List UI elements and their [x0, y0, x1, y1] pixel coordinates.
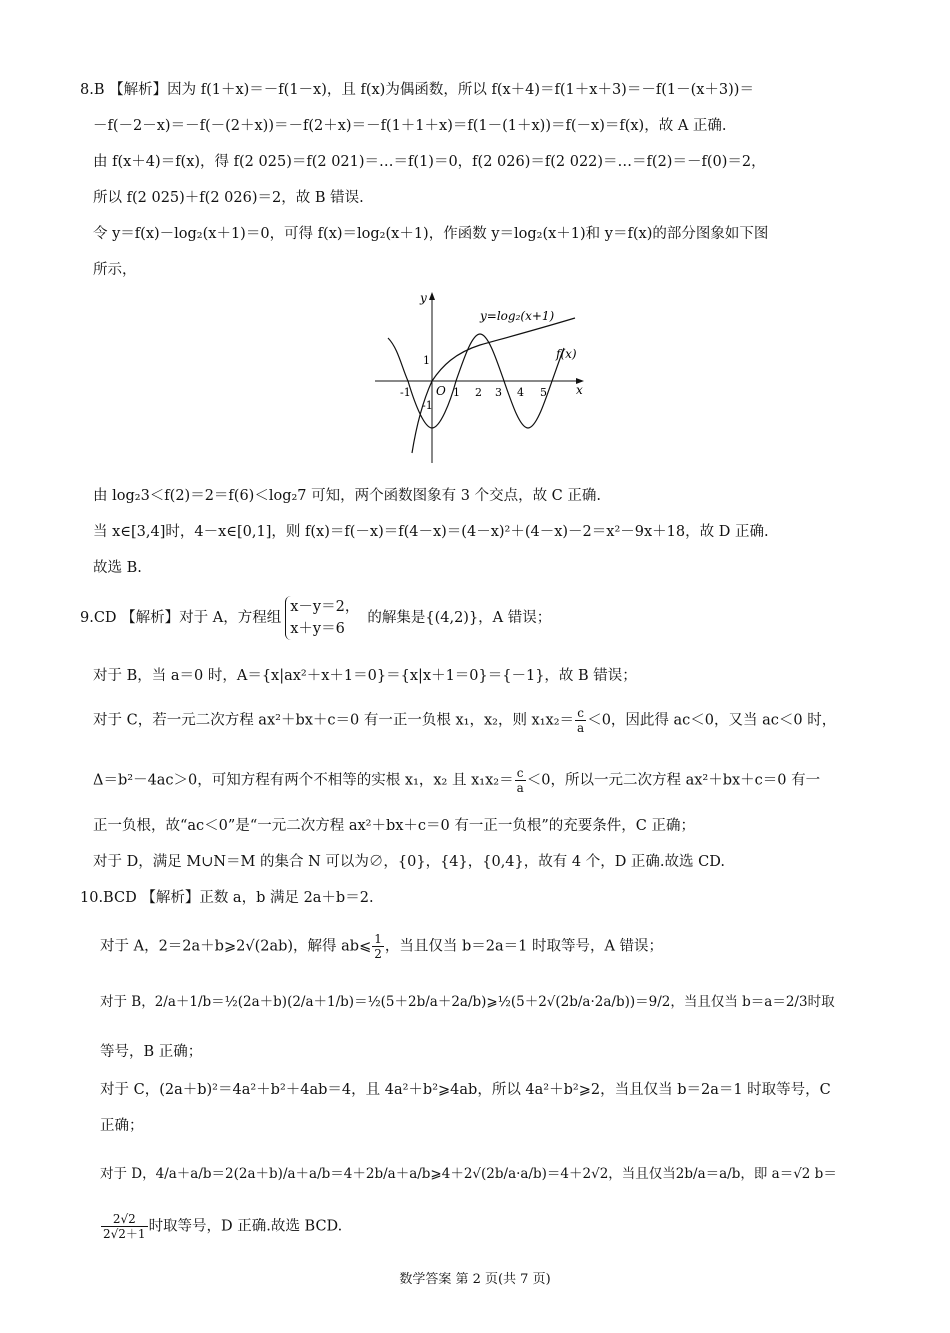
fraction-den: 2√2＋1: [103, 1227, 146, 1241]
y-tick-neg1: -1: [422, 399, 433, 412]
fraction-c-over-a: [575, 706, 586, 735]
q9-c1-text-a: 对于 C，若一元二次方程 ax²＋bx＋c＝0 有一正一负根 x₁，x₂，则 x₁x₂＝: [93, 712, 575, 729]
x-axis-label: x: [576, 383, 583, 397]
q9-suffix: 的解集是{(4,2)}，A 错误；: [367, 610, 552, 626]
q8-line-5: 令 y＝f(x)－log₂(x＋1)＝0，可得 f(x)＝log₂(x＋1)，作函数 y＝log₂(x＋1)和 y＝f(x)的部分图象如下图: [93, 226, 769, 242]
q8-line-6: 所示，: [93, 262, 137, 278]
fraction-num: 1: [374, 932, 382, 946]
fraction-num: c: [515, 766, 526, 781]
q8-line-2: －f(－2－x)＝－f(－(2＋x))＝－f(2＋x)＝－f(1＋1＋x)＝f(1－(1＋x))＝f(－x)＝f(x)，故 A 正确.: [93, 118, 727, 134]
q8-line-3: 由 f(x＋4)＝f(x)，得 f(2 025)＝f(2 021)＝…＝f(1)＝0，f(2 026)＝f(2 022)＝…＝f(2)＝－f(0)＝2，: [93, 154, 766, 170]
fraction-num: c: [575, 706, 586, 721]
q9-line-c1: [93, 706, 836, 735]
q8-line-7: 由 log₂3＜f(2)＝2＝f(6)＜log₂7 可知，两个函数图象有 3 个交点，故 C 正确.: [93, 488, 601, 504]
fraction-den: a: [577, 721, 585, 735]
y-tick-1: 1: [423, 354, 430, 367]
q9-line-d: 对于 D，满足 M∪N＝M 的集合 N 可以为∅，{0}，{4}，{0,4}，故有 4 个，D 正确.故选 CD.: [93, 854, 725, 870]
equation-system: [285, 596, 363, 640]
q10-line-0: 10.BCD 【解析】正数 a，b 满足 2a＋b＝2.: [80, 890, 374, 906]
q10-a-text-b: ，当且仅当 b＝2a＝1 时取等号，A 错误；: [384, 938, 664, 955]
fraction-num: 2√2: [101, 1212, 148, 1227]
y-axis-label: y: [420, 291, 427, 305]
q9-c1-text-b: ＜0，因此得 ac＜0，又当 ac＜0 时，: [587, 712, 837, 729]
function-graph: [370, 288, 590, 468]
page-footer: 数学答案 第 2 页(共 7 页): [399, 1272, 551, 1287]
q10-line-c2: 正确；: [100, 1118, 144, 1134]
q8-line-1: 8.B 【解析】因为 f(1＋x)＝－f(1－x)，且 f(x)为偶函数，所以 f(x＋4)＝f(1＋x＋3)＝－f(1－(x＋3))＝: [80, 82, 754, 98]
fraction-den: 2: [374, 947, 382, 961]
q10-line-b: 对于 B，2/a＋1/b＝½(2a＋b)(2/a＋1/b)＝½(5＋2b/a＋2a/b)⩾½(5＋2√(2b/a·2a/b))＝9/2，当且仅当 b＝a＝2/3时取: [100, 994, 835, 1010]
fx-curve-label: f(x): [556, 347, 577, 361]
tick-1: 1: [453, 386, 460, 399]
fraction-d-result: [101, 1212, 148, 1241]
tick-4: 4: [517, 386, 524, 399]
q10-line-b2: 等号，B 正确；: [100, 1044, 203, 1060]
fraction-c-over-a-2: [515, 766, 526, 795]
q9-line-a: [80, 596, 551, 640]
tick-5: 5: [540, 386, 547, 399]
fraction-half: [372, 932, 384, 961]
equation-2: x＋y＝6: [290, 621, 345, 637]
q10-line-c: 对于 C，(2a＋b)²＝4a²＋b²＋4ab＝4，且 4a²＋b²⩾4ab，所以 4a²＋b²⩾2，当且仅当 b＝2a＝1 时取等号，C: [100, 1082, 831, 1098]
tick-neg1: -1: [400, 386, 411, 399]
q10-d2-text: 时取等号，D 正确.故选 BCD.: [148, 1218, 343, 1235]
q10-a-text-a: 对于 A，2＝2a＋b⩾2√(2ab)，解得 ab⩽: [100, 938, 372, 955]
origin-label: O: [436, 384, 446, 398]
q8-line-4: 所以 f(2 025)＋f(2 026)＝2，故 B 错误.: [93, 190, 364, 206]
q9-c2-text-b: ＜0，所以一元二次方程 ax²＋bx＋c＝0 有一: [526, 772, 821, 789]
q9-line-c2: [93, 766, 820, 795]
q9-line-c3: 正一负根，故“ac＜0”是“一元二次方程 ax²＋bx＋c＝0 有一正一负根”的充要条件，C 正确；: [93, 818, 696, 834]
q10-line-a: [100, 932, 663, 961]
tick-3: 3: [495, 386, 502, 399]
fraction-den: a: [516, 781, 524, 795]
q10-line-d: 对于 D，4/a＋a/b＝2(2a＋b)/a＋a/b＝4＋2b/a＋a/b⩾4＋2√(2b/a·a/b)＝4＋2√2，当且仅当2b/a＝a/b，即 a＝√2 b＝: [100, 1166, 837, 1182]
q8-line-8: 当 x∈[3,4]时，4－x∈[0,1]，则 f(x)＝f(－x)＝f(4－x)＝(4－x)²＋(4－x)－2＝x²－9x＋18，故 D 正确.: [93, 524, 769, 540]
q9-c2-text-a: Δ＝b²－4ac＞0，可知方程有两个不相等的实根 x₁，x₂ 且 x₁x₂＝: [93, 772, 514, 789]
q10-line-d2: [100, 1212, 342, 1241]
tick-2: 2: [475, 386, 482, 399]
equation-1: x－y＝2，: [290, 599, 360, 615]
q9-line-b: 对于 B，当 a＝0 时，A＝{x|ax²＋x＋1＝0}＝{x|x＋1＝0}＝{－1}，故 B 错误；: [93, 668, 637, 684]
log-curve-label: y=log₂(x+1): [480, 309, 555, 323]
q8-line-9: 故选 B.: [93, 560, 142, 576]
y-axis-arrow: [429, 292, 435, 300]
q9-prefix: 9.CD 【解析】对于 A，方程组: [80, 610, 282, 626]
